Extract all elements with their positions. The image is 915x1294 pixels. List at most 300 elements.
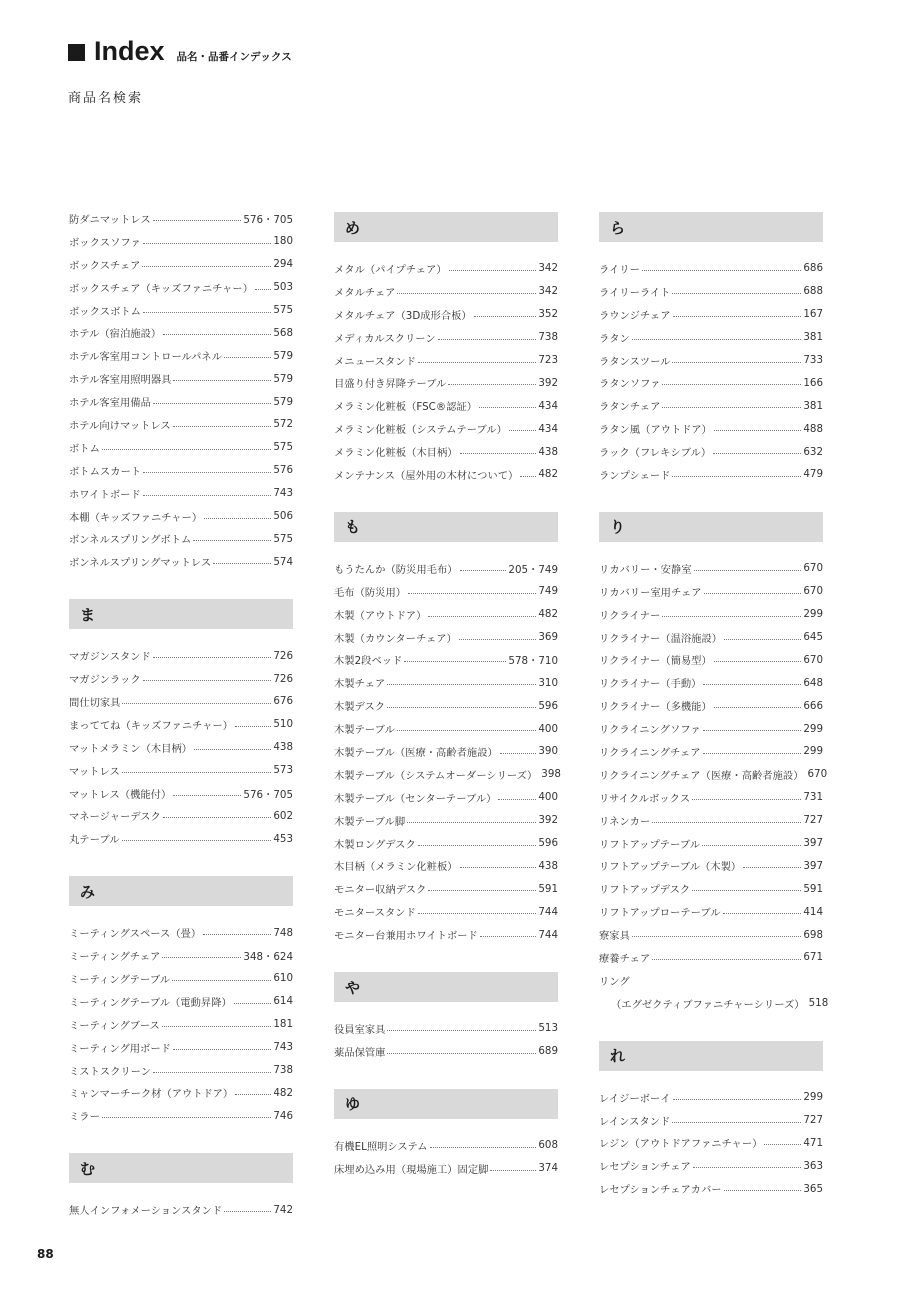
index-entry (69, 253, 293, 276)
dot-leader (224, 1211, 271, 1212)
index-entry (69, 736, 293, 759)
index-entry (334, 417, 558, 440)
entry-page: 686 (803, 262, 823, 275)
entry-name: リカバリー室用チェア (599, 586, 702, 599)
index-entry (334, 463, 558, 486)
entry-page: 614 (273, 995, 293, 1008)
entry-name: メタル（パイプチェア） (334, 263, 447, 276)
entry-page: 738 (538, 331, 558, 344)
dot-leader (418, 913, 536, 914)
index-entry (69, 1036, 293, 1059)
index-entry (599, 740, 823, 763)
index-entry (599, 580, 823, 603)
dot-leader (703, 684, 801, 685)
dot-leader (235, 1094, 271, 1095)
dot-leader (194, 749, 271, 750)
entry-name: ラック（フレキシブル） (599, 447, 712, 460)
entry-name: ボンネルスプリングボトム (69, 534, 192, 547)
entry-name: ホテル客室用コントロールパネル (69, 351, 223, 364)
dot-leader (714, 430, 801, 431)
index-entry (334, 440, 558, 463)
dot-leader (387, 1053, 536, 1054)
dot-leader (428, 616, 536, 617)
entry-name: ミーティング用ボード (69, 1042, 171, 1055)
index-entry (599, 648, 823, 671)
dot-leader (173, 1049, 271, 1050)
entry-page: 733 (803, 354, 823, 366)
index-entry (69, 527, 293, 550)
index-entry (334, 923, 558, 946)
dot-leader (172, 980, 271, 981)
entry-page: 676 (273, 695, 293, 708)
index-entry (599, 946, 823, 969)
square-bullet-icon (68, 44, 85, 61)
dot-leader (632, 339, 802, 340)
entry-page: 743 (273, 487, 293, 500)
dot-leader (642, 270, 801, 271)
dot-leader (703, 730, 802, 731)
index-entry (69, 804, 293, 827)
dot-leader (143, 312, 271, 313)
index-column-1 (69, 207, 293, 1247)
entry-page: 503 (273, 281, 293, 294)
index-entry (599, 877, 823, 900)
index-entry (69, 1104, 293, 1127)
entry-page: 397 (803, 837, 823, 850)
index-entry (599, 557, 823, 580)
entry-page: 579 (273, 349, 293, 362)
index-entry (334, 1134, 558, 1157)
entry-name: レインスタンド (599, 1115, 671, 1128)
dot-leader (662, 407, 801, 408)
entry-page: 180 (273, 235, 293, 248)
entry-name: 木製テーブル脚 (334, 815, 406, 828)
entry-page: 434 (538, 399, 558, 412)
dot-leader (387, 707, 536, 708)
entry-name: メンテナンス（屋外用の木材について） (334, 469, 519, 482)
dot-leader (714, 661, 802, 662)
entry-page: 397 (803, 859, 823, 872)
entry-name: ライリー (599, 263, 640, 276)
index-entry (69, 990, 293, 1013)
entry-page: 568 (273, 326, 293, 339)
index-entry (599, 786, 823, 809)
index-entry (334, 1157, 558, 1180)
entry-page: 167 (803, 308, 823, 321)
entry-page: 390 (538, 745, 558, 758)
index-entry (69, 207, 293, 230)
index-entry (334, 280, 558, 303)
entry-page: 392 (538, 814, 558, 827)
entry-name: 木製デスク (334, 701, 386, 714)
index-entry (69, 390, 293, 413)
entry-name: ボンネルスプリングマットレス (69, 557, 212, 570)
entry-name: ホテル客室用照明器具 (69, 374, 172, 387)
entry-name: 間仕切家具 (69, 696, 121, 709)
section-heading: み (69, 876, 293, 906)
index-entry (334, 326, 558, 349)
entry-name: リクライナー（手動） (599, 678, 702, 691)
dot-leader (474, 316, 537, 317)
entry-page: 299 (803, 1091, 823, 1104)
entry-page: 479 (803, 468, 823, 481)
entry-name: リクライナー (599, 609, 661, 622)
search-label: 商品名検索 (68, 91, 144, 106)
entry-page: 381 (803, 399, 823, 412)
dot-leader (163, 334, 271, 335)
entry-page: 299 (803, 722, 823, 735)
entry-page: 181 (273, 1018, 293, 1031)
dot-leader (153, 657, 272, 658)
dot-leader (143, 243, 272, 244)
index-entry (334, 1040, 558, 1063)
dot-leader (407, 822, 536, 823)
dot-leader (509, 430, 536, 431)
entry-name: リフトアップテーブル（木製） (599, 861, 742, 874)
index-entry (69, 550, 293, 573)
dot-leader (122, 772, 272, 773)
dot-leader (703, 753, 802, 754)
dot-leader (203, 934, 271, 935)
entry-name: ラタン風（アウトドア） (599, 424, 712, 437)
index-entry (334, 626, 558, 649)
page-title-subtitle: 品名・品番インデックス (176, 51, 292, 63)
index-entry (334, 557, 558, 580)
dot-leader (397, 730, 536, 731)
index-entry (69, 644, 293, 667)
dot-leader (143, 680, 272, 681)
entry-name: 木目柄（メラミン化粧板） (334, 861, 458, 874)
index-entry (334, 763, 561, 786)
entry-name: ホワイトボード (69, 488, 141, 501)
entry-name: リフトアップローテーブル (599, 907, 721, 920)
entry-page: 342 (538, 285, 558, 298)
entry-name: マットメラミン（木目柄） (69, 742, 193, 755)
entry-name: モニター台兼用ホワイトボード (334, 930, 478, 943)
entry-name: メニュースタンド (334, 355, 416, 368)
entry-page: 310 (538, 676, 558, 689)
entry-name: リング (599, 975, 630, 988)
index-entry (599, 1132, 823, 1155)
entry-page: 369 (538, 631, 558, 644)
index-entry (69, 413, 293, 436)
entry-page: 513 (538, 1022, 558, 1035)
index-entry (69, 759, 293, 782)
index-entry (334, 694, 558, 717)
entry-page: 342 (538, 262, 558, 275)
entry-name: マガジンスタンド (69, 651, 151, 664)
index-entry (334, 809, 558, 832)
dot-leader (498, 799, 536, 800)
entry-name: ライリーライト (599, 286, 671, 299)
entry-page: 742 (273, 1203, 293, 1216)
dot-leader (428, 890, 536, 891)
entry-name: ボトム (69, 442, 100, 455)
index-entry (69, 1082, 293, 1105)
entry-page: 363 (803, 1159, 823, 1172)
entry-page: 400 (538, 722, 558, 735)
entry-name: モニタースタンド (334, 907, 416, 920)
entry-name: リフトアップデスク (599, 884, 691, 897)
entry-name: メラミン化粧板（木目柄） (334, 447, 458, 460)
page-header (68, 36, 292, 106)
dot-leader (764, 1144, 801, 1145)
index-entry (599, 671, 823, 694)
entry-name: リクライニングソファ (599, 724, 701, 737)
index-section (599, 512, 829, 1015)
entry-name: マガジンラック (69, 674, 141, 687)
dot-leader (673, 1099, 802, 1100)
index-entry (599, 854, 823, 877)
index-entry (69, 459, 293, 482)
index-entry (69, 713, 293, 736)
dot-leader (692, 890, 801, 891)
dot-leader (662, 616, 801, 617)
dot-leader (652, 822, 801, 823)
entry-page: 576 (273, 464, 293, 477)
index-entry (334, 648, 558, 671)
entry-page: 299 (803, 745, 823, 758)
entry-name: リサイクルボックス (599, 792, 691, 805)
entry-page: 348・624 (243, 951, 293, 964)
entry-name: レセプションチェア (599, 1161, 691, 1174)
entry-page: 471 (803, 1136, 823, 1149)
entry-page: 578・710 (508, 655, 558, 668)
index-entry (69, 344, 293, 367)
index-entry (599, 969, 823, 992)
index-entry (334, 717, 558, 740)
entry-page: 482 (538, 468, 558, 481)
entry-name: ボックスチェア（キッズファニチャー） (69, 282, 254, 295)
entry-page: 398 (541, 768, 561, 781)
entry-name: 木製ロングデスク (334, 838, 416, 851)
dot-leader (692, 799, 801, 800)
dot-leader (122, 703, 271, 704)
entry-name: 防ダニマットレス (69, 213, 151, 226)
dot-leader (193, 540, 271, 541)
dot-leader (673, 316, 802, 317)
entry-page: 294 (273, 258, 293, 271)
entry-page: 438 (538, 859, 558, 872)
entry-name: 本棚（キッズファニチャー） (69, 511, 203, 524)
index-section (69, 876, 293, 1127)
entry-name: メラミン化粧板（システムテーブル） (334, 424, 507, 437)
dot-leader (430, 1147, 537, 1148)
index-entry (599, 417, 823, 440)
entry-page: 632 (803, 445, 823, 458)
index-entry (599, 717, 823, 740)
index-entry (599, 349, 823, 372)
entry-page: 414 (803, 905, 823, 918)
index-section (69, 1153, 293, 1221)
entry-page: 645 (803, 631, 823, 644)
entry-page: 574 (273, 555, 293, 568)
entry-page: 689 (538, 1045, 558, 1058)
entry-page: 670 (803, 653, 823, 666)
entry-page: 365 (803, 1182, 823, 1195)
dot-leader (173, 426, 272, 427)
dot-leader (662, 384, 801, 385)
dot-leader (408, 593, 536, 594)
entry-page: 374 (538, 1162, 558, 1175)
dot-leader (693, 1167, 802, 1168)
entry-name: 木製（カウンターチェア） (334, 632, 457, 645)
entry-page: 727 (803, 1114, 823, 1127)
entry-page: 748 (273, 926, 293, 939)
index-entry (599, 923, 823, 946)
index-entry (599, 1177, 823, 1200)
entry-page: 506 (273, 510, 293, 523)
index-entry (599, 394, 823, 417)
index-entry (334, 854, 558, 877)
index-section (69, 207, 293, 573)
entry-page: 453 (273, 832, 293, 845)
entry-name: モニター収納デスク (334, 884, 427, 897)
entry-name: ミストスクリーン (69, 1065, 152, 1078)
index-entry (599, 463, 823, 486)
dot-leader (723, 913, 802, 914)
entry-name: 目盛り付き昇降テーブル (334, 378, 447, 391)
entry-name: 役員室家具 (334, 1023, 386, 1036)
entry-page: 434 (538, 422, 558, 435)
entry-page: 591 (538, 882, 558, 895)
dot-leader (387, 1030, 536, 1031)
entry-page: 579 (273, 372, 293, 385)
entry-name: ボックスボトム (69, 305, 141, 318)
dot-leader (449, 270, 537, 271)
entry-name: ラタンチェア (599, 401, 661, 414)
entry-page: 596 (538, 699, 558, 712)
entry-page: 392 (538, 376, 558, 389)
dot-leader (153, 1072, 271, 1073)
index-column-3 (599, 212, 829, 1226)
entry-name: 無人インフォメーションスタンド (69, 1205, 223, 1218)
entry-page: 575 (273, 441, 293, 454)
index-entry (334, 257, 558, 280)
index-section (334, 1089, 558, 1180)
index-entry (69, 436, 293, 459)
section-heading: も (334, 512, 558, 542)
index-entry (334, 1017, 558, 1040)
entry-page: 602 (273, 809, 293, 822)
entry-name: メディカルスクリーン (334, 332, 436, 345)
entry-page: 573 (273, 764, 293, 777)
dot-leader (173, 380, 271, 381)
entry-name: メタルチェア（3D成形合板） (334, 309, 472, 322)
index-entry (599, 440, 823, 463)
entry-page: 671 (803, 951, 823, 964)
entry-page: 575 (273, 532, 293, 545)
entry-name: 木製チェア (334, 678, 386, 691)
index-entry (69, 299, 293, 322)
entry-page: 352 (538, 308, 558, 321)
index-entry (334, 349, 558, 372)
dot-leader (652, 959, 801, 960)
entry-name: ミーティングチェア (69, 951, 161, 964)
entry-page: 575 (273, 304, 293, 316)
title-row (68, 36, 292, 67)
index-entry (69, 367, 293, 390)
index-entry (599, 603, 823, 626)
entry-name: 木製2段ベッド (334, 655, 403, 668)
dot-leader (672, 362, 801, 363)
entry-name: レジン（アウトドアファニチャー） (599, 1138, 763, 1151)
entry-name: レイジーボーイ (599, 1092, 671, 1105)
index-entry (69, 921, 293, 944)
entry-name: マネージャーデスク (69, 811, 161, 824)
entry-name: ミラー (69, 1111, 100, 1124)
entry-page: 670 (803, 562, 823, 575)
entry-page: 731 (803, 791, 823, 804)
entry-page: 726 (273, 672, 293, 685)
index-entry (599, 326, 823, 349)
entry-name: 毛布（防災用） (334, 586, 407, 599)
entry-page: 726 (273, 649, 293, 662)
entry-page: 670 (807, 768, 828, 781)
section-heading: れ (599, 1041, 823, 1071)
section-heading: り (599, 512, 823, 542)
dot-leader (153, 220, 242, 221)
entry-name: リネンカー (599, 815, 651, 828)
index-entry (334, 603, 558, 626)
entry-page: 591 (803, 882, 823, 895)
dot-leader (438, 339, 537, 340)
index-entry (334, 877, 558, 900)
entry-page: 438 (538, 445, 558, 458)
entry-page: 579 (273, 395, 293, 408)
index-entry (599, 280, 823, 303)
index-entry (599, 1109, 823, 1132)
dot-leader (255, 289, 271, 290)
entry-name: マットレス（機能付） (69, 788, 172, 801)
dot-leader (490, 1170, 536, 1171)
entry-name: リカバリー・安静室 (599, 563, 692, 576)
section-heading: め (334, 212, 558, 242)
entry-name: 木製テーブル（センターテーブル） (334, 792, 497, 805)
index-entry (69, 1198, 293, 1221)
entry-name: ボックスソファ (69, 236, 141, 249)
entry-name: ラタンソファ (599, 378, 661, 391)
index-section (599, 1041, 823, 1200)
entry-name: リクライニングチェア（医療・高齢者施設） (599, 769, 804, 782)
entry-page: 688 (803, 285, 823, 298)
index-entry (69, 690, 293, 713)
entry-name: 床埋め込み用（現場施工）固定脚 (334, 1163, 489, 1176)
dot-leader (672, 293, 801, 294)
dot-leader (459, 639, 537, 640)
entry-page: 438 (273, 741, 293, 754)
entry-page: 648 (803, 676, 823, 689)
index-entry (334, 786, 558, 809)
entry-page: 727 (803, 814, 823, 827)
entry-name: ボトムスカート (69, 465, 142, 478)
entry-page: 482 (538, 608, 558, 621)
entry-name: ホテル向けマットレス (69, 419, 171, 432)
entry-page: 299 (803, 608, 823, 621)
entry-page: 166 (803, 376, 823, 389)
dot-leader (520, 476, 536, 477)
dot-leader (724, 1190, 802, 1191)
dot-leader (460, 570, 507, 571)
entry-name: リクライナー（簡易型） (599, 655, 712, 668)
index-entry (69, 276, 293, 299)
entry-name: ホテル客室用備品 (69, 397, 151, 410)
dot-leader (163, 817, 271, 818)
entry-name: 寮家具 (599, 930, 630, 943)
dot-leader (704, 593, 802, 594)
index-section (334, 512, 561, 946)
index-entry (69, 230, 293, 253)
